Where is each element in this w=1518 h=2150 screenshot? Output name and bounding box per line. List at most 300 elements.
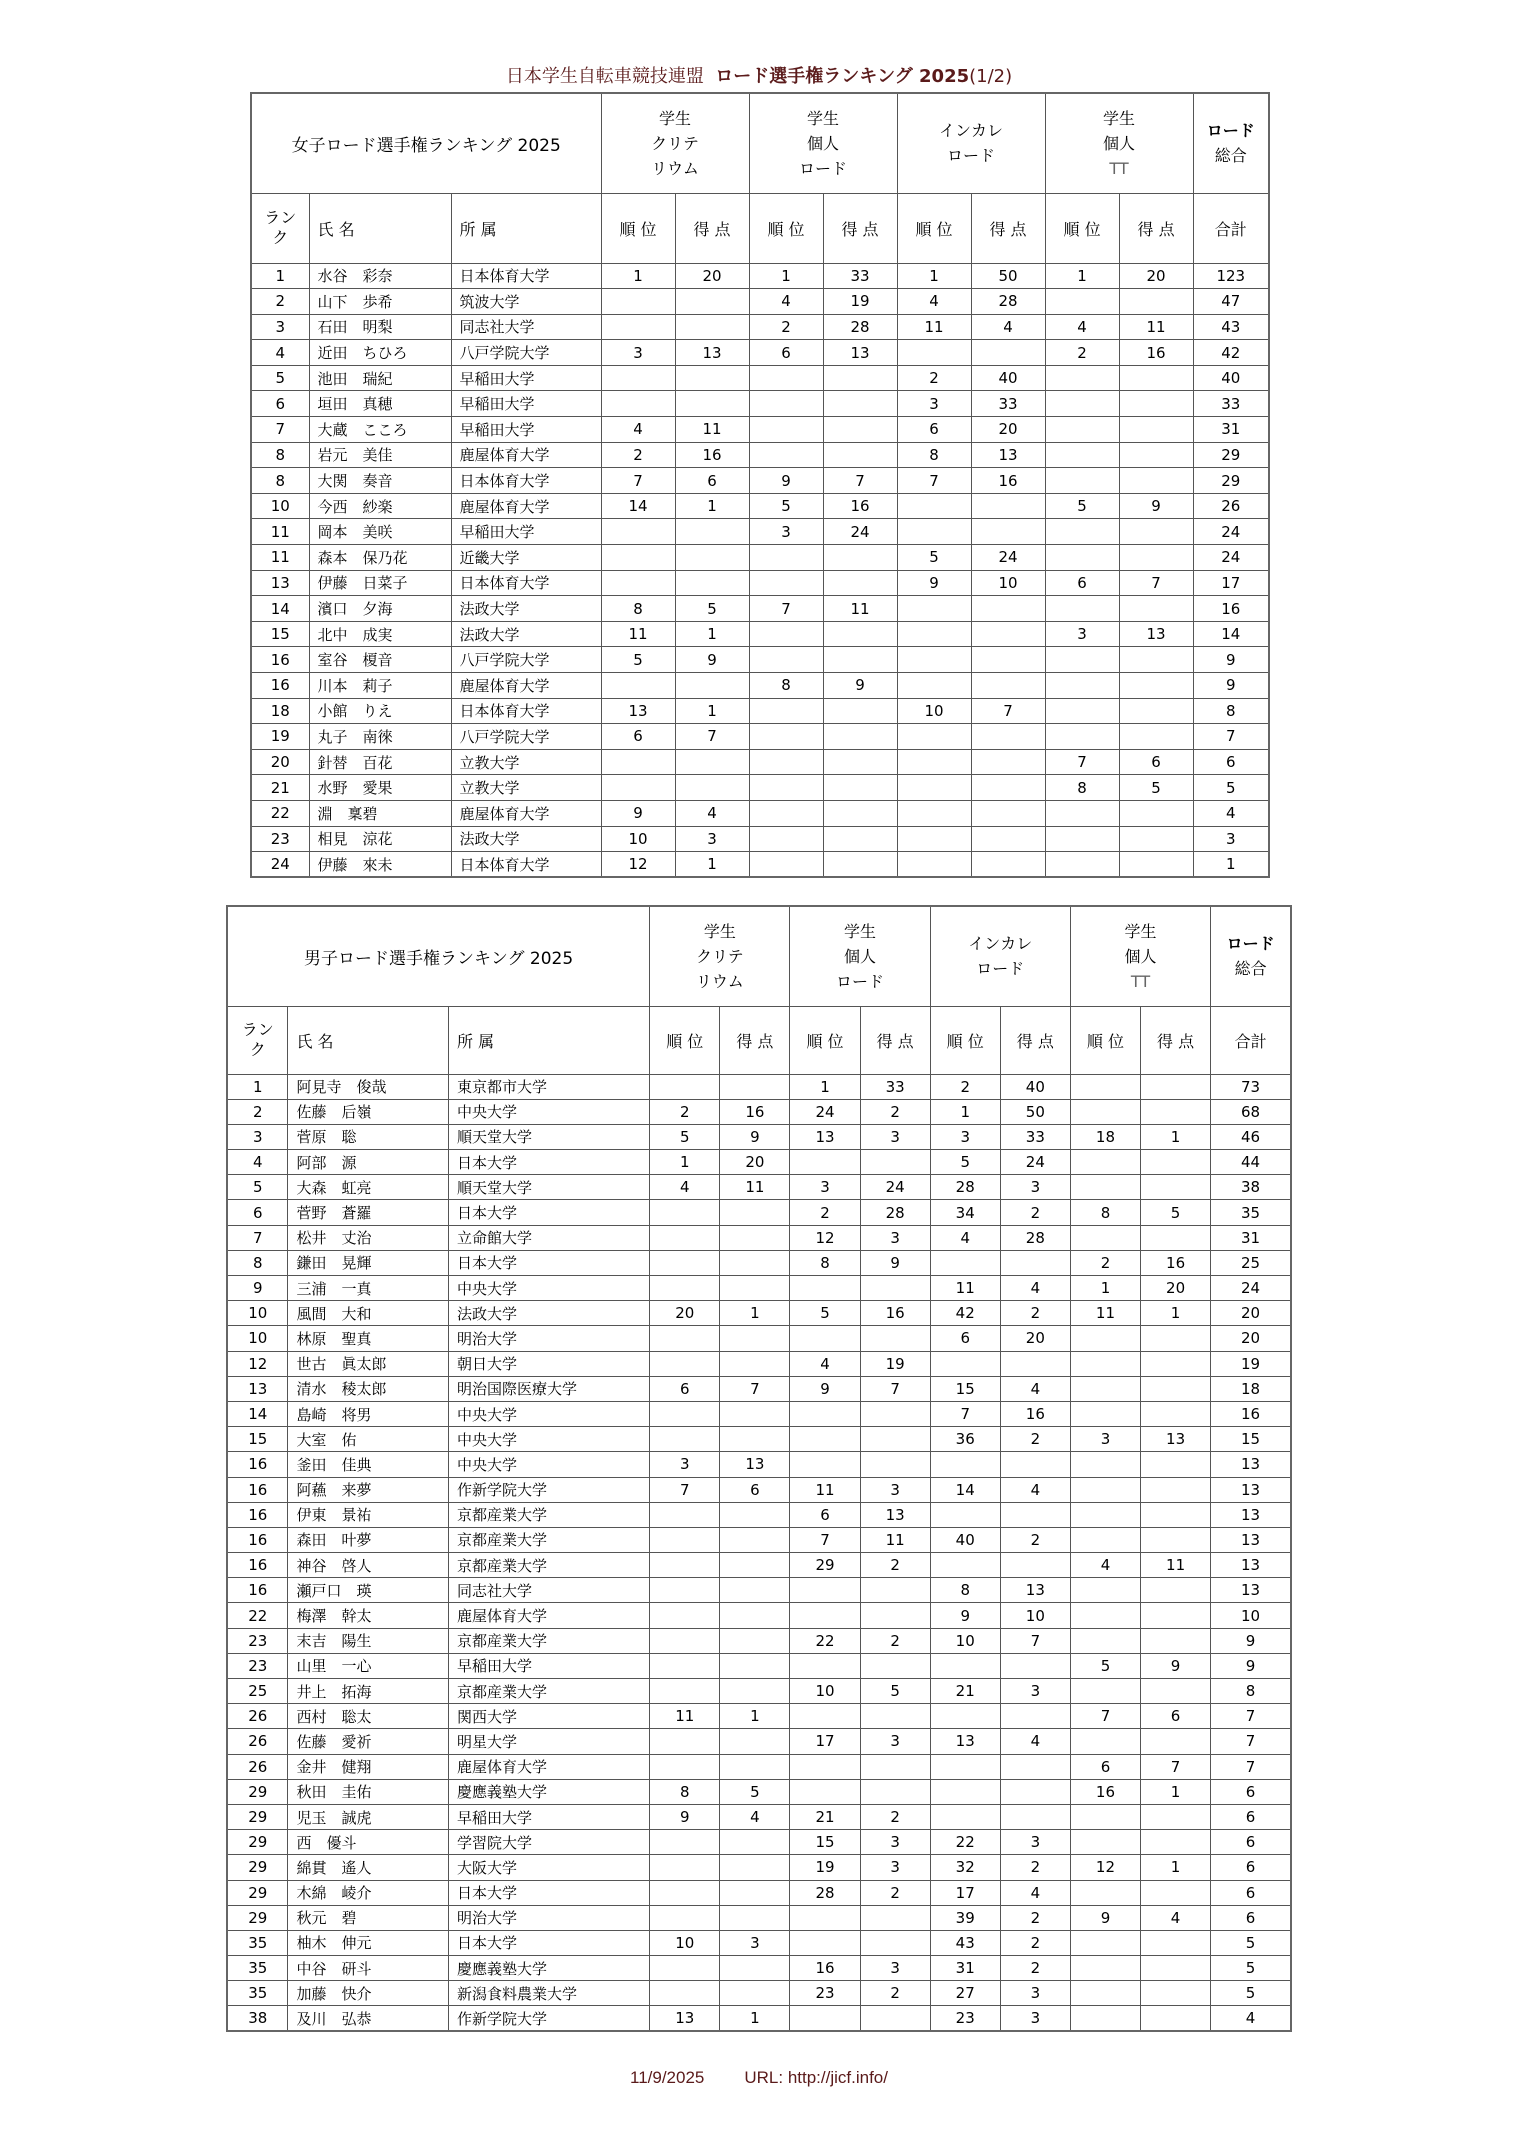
total-cell: 9 [1193,647,1269,673]
table-row [251,800,1269,826]
intercollege-points-cell [1000,1779,1070,1804]
affiliation-cell: 日本大学 [449,1930,650,1955]
tt-points-cell: 4 [1141,1905,1211,1930]
event-header-row [251,93,1269,193]
tt-points-cell [1119,289,1193,315]
criterium-place-cell [601,391,675,417]
road-points-cell [860,1603,930,1628]
total-cell: 6 [1211,1779,1291,1804]
criterium-place-cell: 8 [650,1779,720,1804]
tt-place-cell [1070,1830,1140,1855]
intercollege-place-cell: 40 [930,1527,1000,1552]
rank-cell: 16 [227,1553,288,1578]
criterium-place-cell: 6 [650,1376,720,1401]
footer-url[interactable]: URL: http://jicf.info/ [744,2068,888,2087]
affiliation-cell: 同志社大学 [449,1578,650,1603]
name-cell: 山下 歩希 [309,289,451,315]
criterium-place-cell [650,1880,720,1905]
total-cell: 5 [1211,1956,1291,1981]
total-cell: 68 [1211,1099,1291,1124]
criterium-place-cell [601,570,675,596]
total-cell: 20 [1211,1326,1291,1351]
road-place-cell [749,647,823,673]
intercollege-place-cell: 28 [930,1175,1000,1200]
criterium-place-cell [650,1225,720,1250]
road-points-cell: 2 [860,1099,930,1124]
affiliation-cell: 明星大学 [449,1729,650,1754]
tt-place-cell [1070,1074,1140,1099]
total-cell: 1 [1193,852,1269,878]
affiliation-cell: 法政大学 [451,826,601,852]
total-cell: 5 [1211,1981,1291,2006]
tt-place-cell: 5 [1045,493,1119,519]
road-place-cell [749,852,823,878]
road-points-cell [860,2006,930,2031]
road-place-cell [790,1603,860,1628]
criterium-place-cell [650,1351,720,1376]
table-row [251,724,1269,750]
road-place-cell: 23 [790,1981,860,2006]
criterium-place-cell [650,1502,720,1527]
criterium-place-cell: 4 [650,1175,720,1200]
event-header-line: 個人 [807,133,840,153]
road-place-cell [749,621,823,647]
intercollege-place-cell: 6 [930,1326,1000,1351]
road-place-cell: 21 [790,1804,860,1829]
criterium-points-cell: 3 [720,1930,790,1955]
name-cell: 菅原 聡 [288,1124,449,1149]
criterium-points-cell [720,1855,790,1880]
table-row [251,673,1269,699]
total-cell: 7 [1211,1729,1291,1754]
criterium-place-cell: 12 [601,852,675,878]
criterium-points-cell [720,1351,790,1376]
rank-cell: 16 [227,1527,288,1552]
intercollege-place-cell: 3 [897,391,971,417]
criterium-place-cell: 7 [650,1477,720,1502]
rank-cell: 1 [227,1074,288,1099]
road-points-cell: 9 [823,673,897,699]
total-cell: 16 [1193,596,1269,622]
table-row [227,1527,1291,1552]
table-row [251,391,1269,417]
rank-cell: 16 [251,673,309,699]
event-header-line: 学生 [844,921,877,941]
total-cell: 6 [1211,1804,1291,1829]
affiliation-cell: 早稲田大学 [451,391,601,417]
name-cell: 鎌田 晃輝 [288,1250,449,1275]
intercollege-place-cell [930,1351,1000,1376]
road-place-cell [790,1276,860,1301]
road-place-cell: 10 [790,1679,860,1704]
road-place-cell [790,1401,860,1426]
affiliation-cell: 順天堂大学 [449,1124,650,1149]
tt-place-cell [1070,1880,1140,1905]
total-cell: 6 [1193,749,1269,775]
table-row [227,1956,1291,1981]
road-points-cell: 3 [860,1225,930,1250]
intercollege-place-cell: 42 [930,1301,1000,1326]
rank-cell: 35 [227,1956,288,1981]
road-points-cell [823,749,897,775]
criterium-points-cell: 13 [720,1452,790,1477]
road-points-cell: 2 [860,1553,930,1578]
rank-cell: 23 [227,1628,288,1653]
road-points-cell: 3 [860,1855,930,1880]
place-header: 順 位 [930,1006,1000,1074]
name-cell: 淵 稟碧 [309,800,451,826]
affiliation-cell: 早稲田大学 [451,519,601,545]
tt-points-cell: 1 [1141,1301,1211,1326]
criterium-place-cell [650,1074,720,1099]
total-cell: 24 [1193,545,1269,571]
criterium-place-cell [650,1276,720,1301]
tt-place-cell [1070,1981,1140,2006]
tt-points-cell: 13 [1119,621,1193,647]
column-header-row [227,1006,1291,1074]
intercollege-place-cell: 8 [930,1578,1000,1603]
intercollege-place-cell: 22 [930,1830,1000,1855]
affiliation-cell: 立教大学 [451,749,601,775]
name-cell: 加藤 快介 [288,1981,449,2006]
criterium-place-cell [601,519,675,545]
rank-cell: 18 [251,698,309,724]
road-points-cell [823,724,897,750]
criterium-place-cell: 10 [601,826,675,852]
criterium-place-cell [650,1956,720,1981]
total-cell: 10 [1211,1603,1291,1628]
rank-header [227,1006,288,1074]
road-points-cell: 24 [860,1175,930,1200]
criterium-points-cell: 6 [720,1477,790,1502]
intercollege-points-cell [971,724,1045,750]
intercollege-points-cell: 4 [971,314,1045,340]
criterium-points-cell [720,1074,790,1099]
road-place-cell: 3 [749,519,823,545]
place-header: 順 位 [1070,1006,1140,1074]
tt-points-cell [1119,800,1193,826]
total-cell: 29 [1193,442,1269,468]
criterium-points-cell [675,519,749,545]
rank-cell: 2 [227,1099,288,1124]
tt-points-cell [1141,1830,1211,1855]
road-points-cell: 24 [823,519,897,545]
intercollege-place-cell [897,749,971,775]
name-cell: 相見 涼花 [309,826,451,852]
criterium-points-cell: 5 [675,596,749,622]
table-row [227,1074,1291,1099]
event-header-line: クリテ [651,133,699,153]
name-cell: 大森 虹亮 [288,1175,449,1200]
road-points-cell [823,391,897,417]
event-header [1070,906,1210,1006]
rank-cell: 35 [227,1930,288,1955]
intercollege-place-cell [897,621,971,647]
table-row [251,775,1269,801]
table-row [227,1628,1291,1653]
tt-place-cell: 2 [1045,340,1119,366]
intercollege-place-cell: 27 [930,1981,1000,2006]
criterium-points-cell: 4 [720,1804,790,1829]
road-place-cell: 17 [790,1729,860,1754]
intercollege-points-cell [971,596,1045,622]
total-cell: 26 [1193,493,1269,519]
name-cell: 木綿 崚介 [288,1880,449,1905]
rank-cell: 4 [227,1150,288,1175]
table-row [227,1729,1291,1754]
points-header: 得 点 [1141,1006,1211,1074]
affiliation-cell: 日本体育大学 [451,698,601,724]
tt-place-cell [1045,800,1119,826]
name-cell: 伊藤 來未 [309,852,451,878]
name-cell: 阿部 源 [288,1150,449,1175]
rank-cell: 16 [227,1578,288,1603]
road-points-cell: 13 [860,1502,930,1527]
table-row [227,1150,1291,1175]
tt-place-cell [1070,1729,1140,1754]
tt-place-cell [1070,1099,1140,1124]
affiliation-cell: 法政大学 [449,1301,650,1326]
criterium-points-cell [720,1276,790,1301]
event-header-line: ロード [976,959,1025,979]
name-header: 氏 名 [309,193,451,263]
table-row [251,442,1269,468]
affiliation-cell: 明治大学 [449,1905,650,1930]
road-points-cell: 33 [860,1074,930,1099]
men-ranking-table [226,905,1292,2032]
road-place-cell: 4 [749,289,823,315]
tt-place-cell: 2 [1070,1250,1140,1275]
road-place-cell [790,1326,860,1351]
tt-place-cell: 6 [1070,1754,1140,1779]
road-place-cell: 22 [790,1628,860,1653]
affiliation-cell: 中央大学 [449,1452,650,1477]
table-row [227,1502,1291,1527]
name-cell: 佐藤 后嶺 [288,1099,449,1124]
intercollege-place-cell: 10 [897,698,971,724]
criterium-place-cell: 8 [601,596,675,622]
criterium-points-cell [720,1603,790,1628]
criterium-place-cell [650,1855,720,1880]
total-cell: 24 [1193,519,1269,545]
intercollege-place-cell [930,1704,1000,1729]
rank-cell: 8 [251,442,309,468]
intercollege-points-cell: 2 [1000,1301,1070,1326]
tt-place-cell: 3 [1045,621,1119,647]
intercollege-place-cell: 11 [897,314,971,340]
road-points-cell [823,570,897,596]
criterium-place-cell [601,673,675,699]
road-points-cell [860,1754,930,1779]
intercollege-place-cell [897,647,971,673]
table-row [227,1351,1291,1376]
total-cell: 13 [1211,1477,1291,1502]
tt-points-cell [1119,365,1193,391]
name-cell: 西村 聡太 [288,1704,449,1729]
total-cell: 42 [1193,340,1269,366]
road-points-cell [860,1930,930,1955]
criterium-place-cell [601,314,675,340]
intercollege-place-cell [897,596,971,622]
total-cell: 6 [1211,1905,1291,1930]
rank-cell: 4 [251,340,309,366]
road-place-cell [749,826,823,852]
tt-points-cell [1119,545,1193,571]
criterium-place-cell [650,1653,720,1678]
intercollege-points-cell: 40 [1000,1074,1070,1099]
affiliation-cell: 明治大学 [449,1326,650,1351]
rank-cell: 29 [227,1855,288,1880]
name-header: 氏 名 [288,1006,449,1074]
table-title: 男子ロード選手権ランキング 2025 [227,906,650,1006]
rank-cell: 11 [251,545,309,571]
total-cell: 8 [1193,698,1269,724]
intercollege-points-cell [971,647,1045,673]
tt-points-cell [1141,1502,1211,1527]
intercollege-place-cell: 4 [897,289,971,315]
road-place-cell [790,1905,860,1930]
criterium-points-cell [720,1729,790,1754]
rank-cell: 12 [227,1351,288,1376]
tt-points-cell [1119,442,1193,468]
intercollege-points-cell: 33 [971,391,1045,417]
intercollege-points-cell: 3 [1000,1981,1070,2006]
total-cell: 13 [1211,1527,1291,1552]
criterium-points-cell: 1 [720,1704,790,1729]
affiliation-cell: 中央大学 [449,1401,650,1426]
event-header-line: ロード [836,971,885,991]
criterium-place-cell: 7 [601,468,675,494]
total-cell: 31 [1211,1225,1291,1250]
intercollege-place-cell [930,1553,1000,1578]
tt-points-cell [1141,1225,1211,1250]
tt-points-cell [1141,1956,1211,1981]
tt-place-cell [1070,1477,1140,1502]
total-cell: 3 [1193,826,1269,852]
table-row [227,1326,1291,1351]
intercollege-place-cell: 17 [930,1880,1000,1905]
road-points-cell: 28 [860,1200,930,1225]
points-header: 得 点 [720,1006,790,1074]
tt-points-cell [1141,1880,1211,1905]
tt-points-cell: 1 [1141,1124,1211,1149]
intercollege-points-cell: 3 [1000,2006,1070,2031]
rank-header-line: ク [272,228,289,247]
table-row [227,1276,1291,1301]
tt-place-cell: 4 [1070,1553,1140,1578]
intercollege-place-cell: 4 [930,1225,1000,1250]
criterium-place-cell: 4 [601,417,675,443]
criterium-place-cell: 3 [650,1452,720,1477]
tt-points-cell [1141,1729,1211,1754]
road-points-cell: 2 [860,1981,930,2006]
intercollege-points-cell: 16 [1000,1401,1070,1426]
intercollege-points-cell [971,673,1045,699]
tt-place-cell [1045,289,1119,315]
tt-points-cell [1141,1150,1211,1175]
table-row [227,1452,1291,1477]
table-row [251,519,1269,545]
tt-place-cell [1070,1376,1140,1401]
criterium-points-cell [675,289,749,315]
criterium-place-cell [650,1427,720,1452]
intercollege-place-cell: 10 [930,1628,1000,1653]
intercollege-points-cell: 20 [1000,1326,1070,1351]
tt-place-cell [1045,545,1119,571]
name-cell: 瀬戸口 瑛 [288,1578,449,1603]
affiliation-cell: 学習院大学 [449,1830,650,1855]
criterium-points-cell: 4 [675,800,749,826]
event-header-line: インカレ [968,934,1033,954]
criterium-points-cell [720,1578,790,1603]
road-place-cell: 6 [749,340,823,366]
intercollege-points-cell [971,519,1045,545]
road-points-cell [823,647,897,673]
total-cell: 6 [1211,1830,1291,1855]
name-cell: 水谷 彩奈 [309,263,451,289]
total-cell: 15 [1211,1427,1291,1452]
road-points-cell [823,442,897,468]
tt-place-cell [1045,596,1119,622]
rank-cell: 8 [227,1250,288,1275]
road-points-cell [823,545,897,571]
points-header: 得 点 [1119,193,1193,263]
intercollege-place-cell [930,1250,1000,1275]
road-points-cell: 19 [823,289,897,315]
road-points-cell [823,417,897,443]
intercollege-place-cell: 31 [930,1956,1000,1981]
intercollege-place-cell [897,519,971,545]
rank-cell: 10 [227,1301,288,1326]
name-cell: 阿蘓 来夢 [288,1477,449,1502]
intercollege-points-cell: 4 [1000,1376,1070,1401]
rank-cell: 3 [227,1124,288,1149]
road-place-cell [749,391,823,417]
tt-points-cell [1141,1351,1211,1376]
road-place-cell: 2 [749,314,823,340]
name-cell: 井上 拓海 [288,1679,449,1704]
table-row [227,1124,1291,1149]
sum-header: 合計 [1211,1006,1291,1074]
tt-place-cell [1070,1527,1140,1552]
tt-points-cell [1141,1074,1211,1099]
tt-points-cell: 11 [1141,1553,1211,1578]
tt-place-cell [1045,519,1119,545]
road-points-cell [823,800,897,826]
total-cell: 13 [1211,1553,1291,1578]
criterium-place-cell: 14 [601,493,675,519]
road-place-cell [749,775,823,801]
event-header-line: 個人 [844,946,877,966]
road-place-cell: 5 [790,1301,860,1326]
road-points-cell [860,1653,930,1678]
event-header-line: クリテ [695,946,744,966]
criterium-points-cell [675,314,749,340]
criterium-place-cell [650,1553,720,1578]
criterium-points-cell: 7 [720,1376,790,1401]
road-place-cell: 19 [790,1855,860,1880]
intercollege-points-cell: 2 [1000,1527,1070,1552]
affiliation-cell: 八戸学院大学 [451,724,601,750]
road-place-cell: 29 [790,1553,860,1578]
road-place-cell [790,1653,860,1678]
table-row [227,1679,1291,1704]
intercollege-points-cell: 4 [1000,1276,1070,1301]
tt-points-cell [1141,1175,1211,1200]
road-place-cell: 13 [790,1124,860,1149]
intercollege-points-cell: 10 [971,570,1045,596]
tt-points-cell: 9 [1141,1653,1211,1678]
